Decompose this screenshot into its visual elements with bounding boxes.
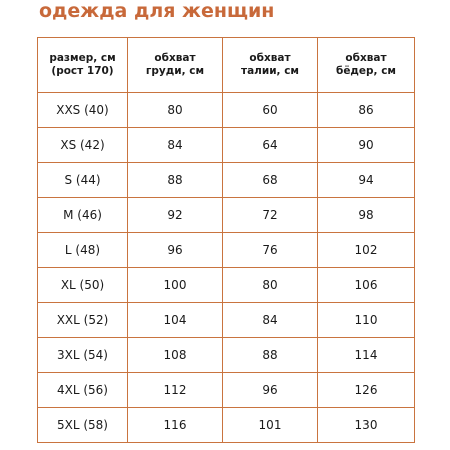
table-row <box>38 198 415 233</box>
size-cell: 5XL (58) <box>38 408 128 443</box>
size-cell: S (44) <box>38 163 128 198</box>
header-waist-line-1: обхват <box>249 52 291 64</box>
hips-cell: 110 <box>318 303 415 338</box>
size-cell: XXS (40) <box>38 93 128 128</box>
header-chest-line-1: обхват <box>154 52 196 64</box>
hips-cell: 106 <box>318 268 415 303</box>
header-hips <box>318 38 415 93</box>
table-header-row <box>38 38 415 93</box>
hips-cell: 98 <box>318 198 415 233</box>
waist-cell: 76 <box>223 233 318 268</box>
header-hips-line-1: обхват <box>345 52 387 64</box>
size-cell: M (46) <box>38 198 128 233</box>
waist-cell: 80 <box>223 268 318 303</box>
hips-cell: 102 <box>318 233 415 268</box>
chest-cell: 108 <box>128 338 223 373</box>
waist-cell: 68 <box>223 163 318 198</box>
page-title: одежда для женщин <box>39 0 275 22</box>
chest-cell: 88 <box>128 163 223 198</box>
table-row <box>38 373 415 408</box>
table-row <box>38 128 415 163</box>
table-row <box>38 93 415 128</box>
header-chest-line-2: груди, см <box>145 65 205 77</box>
chest-cell: 92 <box>128 198 223 233</box>
chest-cell: 80 <box>128 93 223 128</box>
size-cell: L (48) <box>38 233 128 268</box>
size-table <box>37 37 415 443</box>
waist-cell: 101 <box>223 408 318 443</box>
header-chest <box>128 38 223 93</box>
chest-cell: 84 <box>128 128 223 163</box>
table-row <box>38 268 415 303</box>
table-row <box>38 233 415 268</box>
chest-cell: 104 <box>128 303 223 338</box>
waist-cell: 72 <box>223 198 318 233</box>
size-cell: 3XL (54) <box>38 338 128 373</box>
hips-cell: 130 <box>318 408 415 443</box>
waist-cell: 96 <box>223 373 318 408</box>
header-waist <box>223 38 318 93</box>
chest-cell: 112 <box>128 373 223 408</box>
table-row <box>38 303 415 338</box>
chest-cell: 116 <box>128 408 223 443</box>
size-cell: XS (42) <box>38 128 128 163</box>
hips-cell: 86 <box>318 93 415 128</box>
hips-cell: 90 <box>318 128 415 163</box>
hips-cell: 94 <box>318 163 415 198</box>
header-size <box>38 38 128 93</box>
chest-cell: 100 <box>128 268 223 303</box>
hips-cell: 126 <box>318 373 415 408</box>
table-row <box>38 163 415 198</box>
size-cell: XXL (52) <box>38 303 128 338</box>
hips-cell: 114 <box>318 338 415 373</box>
waist-cell: 88 <box>223 338 318 373</box>
header-waist-line-2: талии, см <box>240 65 300 77</box>
header-size-line-1: размер, см <box>49 52 116 64</box>
size-cell: 4XL (56) <box>38 373 128 408</box>
table-row <box>38 408 415 443</box>
size-cell: XL (50) <box>38 268 128 303</box>
header-size-line-2: (рост 170) <box>51 65 114 77</box>
waist-cell: 64 <box>223 128 318 163</box>
waist-cell: 84 <box>223 303 318 338</box>
waist-cell: 60 <box>223 93 318 128</box>
chest-cell: 96 <box>128 233 223 268</box>
header-hips-line-2: бёдер, см <box>335 65 397 77</box>
table-row <box>38 338 415 373</box>
